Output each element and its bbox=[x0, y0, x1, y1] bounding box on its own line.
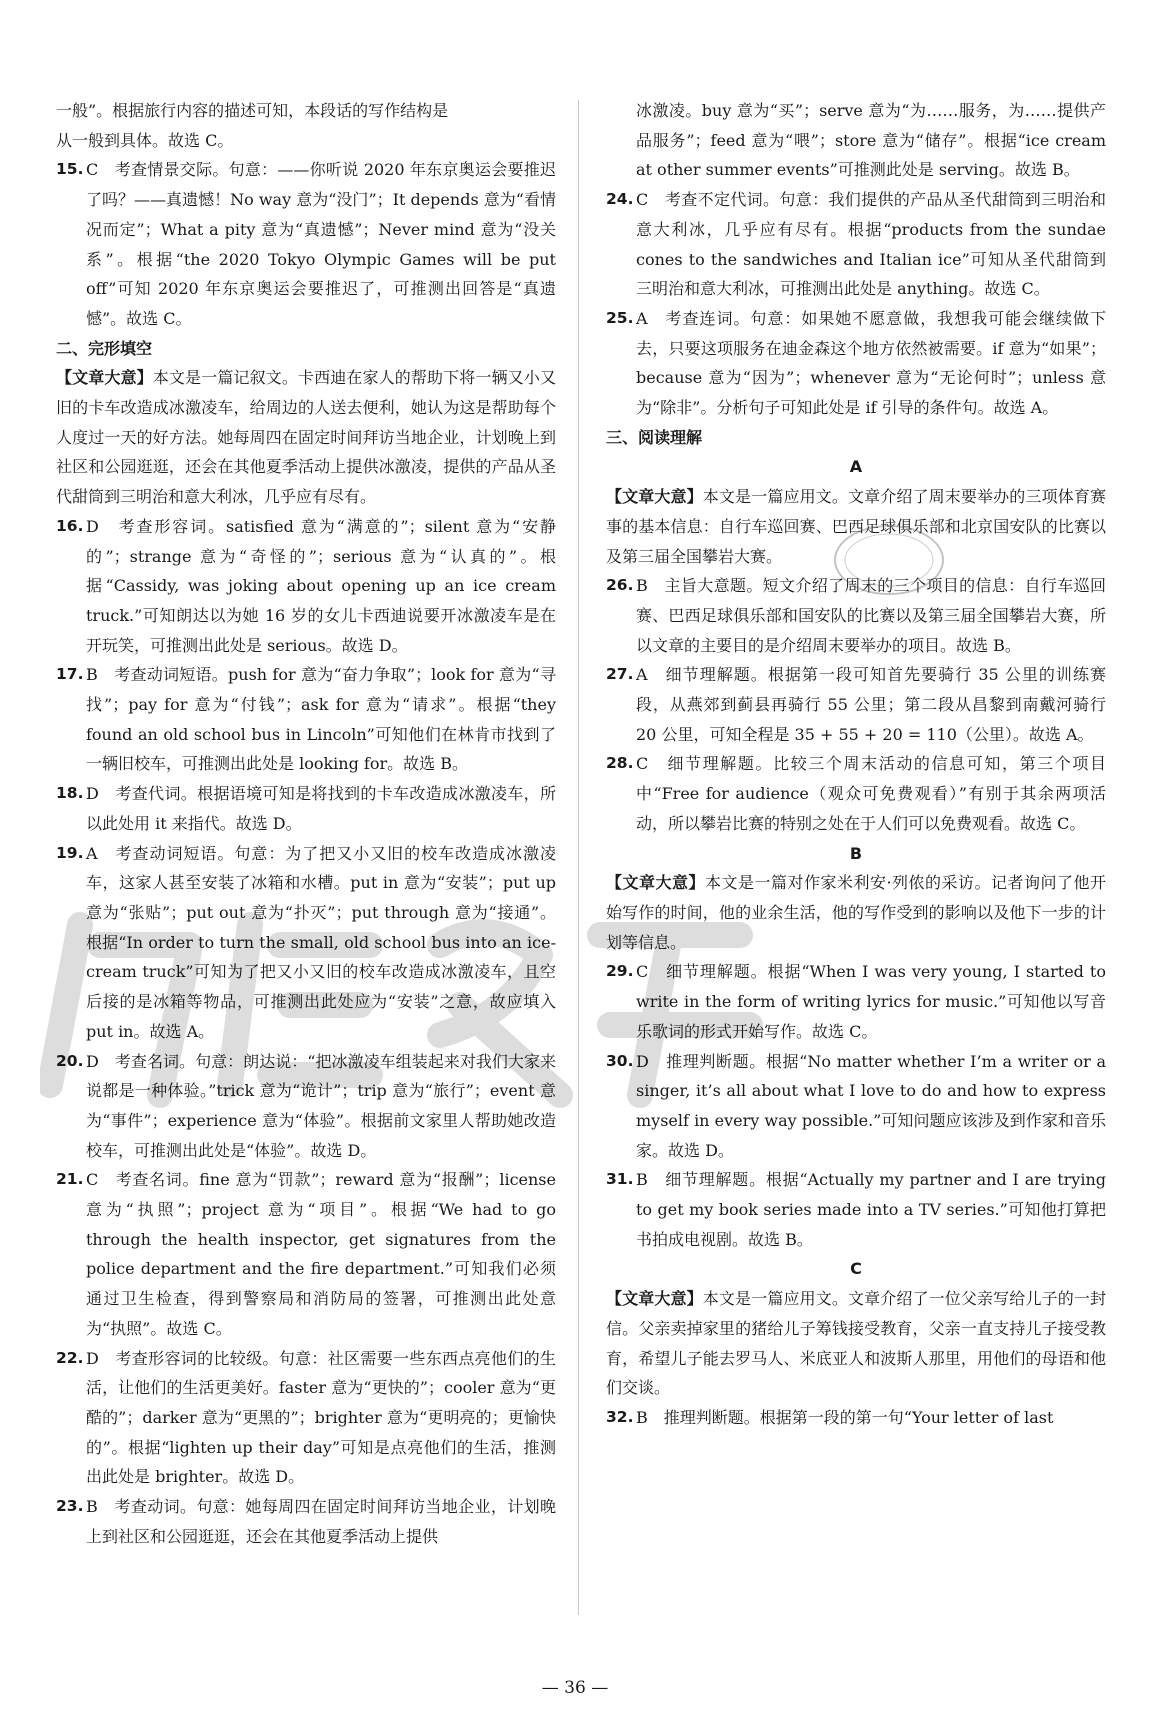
answer-item-25 bbox=[606, 304, 1106, 423]
text-line: 从一般到具体。故选 C。 bbox=[56, 130, 234, 150]
answer-text: B 细节理解题。根据“Actually my partner and I are trying to get my book series made into a TV series.”可知他打算把书拍成电视剧。故选 B。 bbox=[636, 1170, 1106, 1249]
answer-text: D 考查名词。句意：朗达说：“把冰激凌车组装起来对我们大家来说都是一种体验。”trick 意为“诡计”；trip 意为“旅行”；event 意为“事件”；experience 意为“体验”。根据前文家里人帮助她改造校车，可推测出此处是“体验”。故选 D。 bbox=[86, 1051, 556, 1160]
answer-text: C 考查不定代词。句意：我们提供的产品从圣代甜筒到三明治和意大利冰，几乎应有尽有。根据“products from the sundae cones to the sandwiches and Italian ice”可知从圣代甜筒到三明治和意大利冰，可推测出此处是 anything。故选 C。 bbox=[636, 190, 1106, 299]
summary-label: 【文章大意】 bbox=[606, 1289, 703, 1309]
article-summary bbox=[56, 363, 556, 512]
question-number: 27. bbox=[606, 665, 634, 684]
question-number: 24. bbox=[606, 190, 634, 209]
answer-item-24 bbox=[606, 185, 1106, 304]
answer-item-21 bbox=[56, 1165, 556, 1343]
answer-continuation: 冰激凌。buy 意为“买”；serve 意为“为……服务，为……提供产品服务”；feed 意为“喂”；store 意为“储存”。根据“ice cream at other summer events”可推测此处是 serving。故选 B。 bbox=[636, 101, 1106, 180]
text-line: 一般”。根据旅行内容的描述可知，本段话的写作结构是 bbox=[56, 101, 449, 120]
question-number: 23. bbox=[56, 1497, 84, 1516]
question-number: 17. bbox=[56, 665, 84, 684]
passage-letter: A bbox=[849, 457, 863, 477]
question-number: 30. bbox=[606, 1051, 634, 1070]
summary-label: 【文章大意】 bbox=[56, 368, 153, 388]
summary-text: 本文是一篇对作家米利安·列侬的采访。记者询问了他开始写作的时间，他的业余生活，他的写作受到的影响以及他下一步的计划等信息。 bbox=[606, 873, 1106, 952]
column-divider bbox=[578, 100, 579, 1615]
question-number: 15. bbox=[56, 160, 84, 179]
summary-label: 【文章大意】 bbox=[606, 487, 703, 507]
answer-text: C 细节理解题。比较三个周末活动的信息可知，第三个项目中“Free for audience（观众可免费观看）”有别于其余两项活动，所以攀岩比赛的特别之处在于人们可以免费观看。故选 C。 bbox=[636, 754, 1106, 833]
article-summary bbox=[606, 1284, 1106, 1403]
left-column bbox=[56, 96, 556, 1551]
question-number: 19. bbox=[56, 843, 84, 862]
question-number: 28. bbox=[606, 754, 634, 773]
question-number: 22. bbox=[56, 1348, 84, 1367]
answer-text: B 主旨大意题。短文介绍了周末的三个项目的信息：自行车巡回赛、巴西足球俱乐部和国安队的比赛以及第三届全国攀岩大赛，所以文章的主要目的是介绍周末要举办的项目。故选 B。 bbox=[636, 576, 1106, 655]
page-number: — 36 — bbox=[541, 1678, 609, 1698]
answer-item-29 bbox=[606, 957, 1106, 1046]
summary-text: 本文是一篇记叙文。卡西迪在家人的帮助下将一辆又小又旧的卡车改造成冰激凌车，给周边的人送去便利，她认为这是帮助每个人度过一天的好方法。她每周四在固定时间拜访当地企业，计划晚上到社区和公园逛逛，还会在其他夏季活动上提供冰激凌，提供的产品从圣代甜筒到三明治和意大利冰，几乎应有尽有。 bbox=[56, 368, 556, 507]
summary-text: 本文是一篇应用文。文章介绍了周末要举办的三项体育赛事的基本信息：自行车巡回赛、巴西足球俱乐部和北京国安队的比赛以及第三届全国攀岩大赛。 bbox=[606, 487, 1106, 566]
answer-text: A 考查动词短语。句意：为了把又小又旧的校车改造成冰激凌车，这家人甚至安装了冰箱和水槽。put in 意为“安装”；put up 意为“张贴”；put out 意为“扑灭”；put through 意为“接通”。根据“In order to turn the small, old school bus into an ice-cream truck”可知为了把又小又旧的校车改造成冰激凌车，且空后接的是冰箱等物品，可推测出此处应为“安装”之意，故应填入 put in。故选 A。 bbox=[86, 843, 556, 1041]
answer-text: B 考查动词短语。push for 意为“奋力争取”；look for 意为“寻找”；pay for 意为“付钱”；ask for 意为“请求”。根据“they found an old school bus in Lincoln”可知他们在林肯市找到了一辆旧校车，可推测出此处是 looking for。故选 B。 bbox=[86, 665, 556, 774]
answer-item-27 bbox=[606, 660, 1106, 749]
section-heading: 三、阅读理解 bbox=[606, 427, 703, 447]
question-number: 21. bbox=[56, 1170, 84, 1189]
question-number: 32. bbox=[606, 1407, 634, 1426]
answer-item-19 bbox=[56, 839, 556, 1047]
answer-item-30 bbox=[606, 1047, 1106, 1166]
answer-text: C 细节理解题。根据“When I was very young, I started to write in the form of writing lyrics for music.”可知他以写音乐歌词的形式开始写作。故选 C。 bbox=[636, 962, 1106, 1041]
question-number: 31. bbox=[606, 1170, 634, 1189]
stamp-graphic bbox=[830, 520, 948, 600]
answer-item-20 bbox=[56, 1047, 556, 1166]
answer-item-18 bbox=[56, 779, 556, 838]
passage-letter: B bbox=[849, 843, 863, 863]
question-number: 26. bbox=[606, 576, 634, 595]
answer-text: D 推理判断题。根据“No matter whether I’m a writer or a singer, it’s all about what I love to do and how to express myself in every way possible.”可知问题应该涉及到作家和音乐家。故选 D。 bbox=[636, 1051, 1106, 1160]
article-summary bbox=[606, 868, 1106, 957]
answer-text: C 考查情景交际。句意：——你听说 2020 年东京奥运会要推迟了吗？——真遗憾！No way 意为“没门”；It depends 意为“看情况而定”；What a pity 意为“真遗憾”；Never mind 意为“没关系”。根据“the 2020 Tokyo Olympic Games will be put off”可知 2020 年东京奥运会要推迟了，可推测出回答是“真遗憾”。故选 C。 bbox=[86, 160, 556, 328]
right-column bbox=[606, 96, 1106, 1433]
summary-text: 本文是一篇应用文。文章介绍了一位父亲写给儿子的一封信。父亲卖掉家里的猪给儿子筹钱接受教育，父亲一直支持儿子接受教育，希望儿子能去罗马人、米底亚人和波斯人那里，用他们的母语和他们交谈。 bbox=[606, 1289, 1106, 1398]
answer-item-22 bbox=[56, 1344, 556, 1493]
answer-text: C 考查名词。fine 意为“罚款”；reward 意为“报酬”；license 意为“执照”；project 意为“项目”。根据“We had to go through the health inspector, get signatures from the police department and the fire department.”可知我们必须通过卫生检查，得到警察局和消防局的签署，可推测出此处意为“执照”。故选 C。 bbox=[86, 1170, 556, 1338]
answer-item-28 bbox=[606, 749, 1106, 838]
answer-text: B 推理判断题。根据第一段的第一句“Your letter of last bbox=[636, 1407, 1054, 1427]
answer-item-17 bbox=[56, 660, 556, 779]
answer-text: B 考查动词。句意：她每周四在固定时间拜访当地企业，计划晚上到社区和公园逛逛，还会在其他夏季活动上提供 bbox=[86, 1497, 556, 1546]
summary-label: 【文章大意】 bbox=[606, 873, 705, 893]
answer-text: D 考查代词。根据语境可知是将找到的卡车改造成冰激凌车，所以此处用 it 来指代。故选 D。 bbox=[86, 784, 556, 833]
question-number: 20. bbox=[56, 1051, 84, 1070]
answer-item-23 bbox=[56, 1492, 556, 1551]
question-number: 18. bbox=[56, 784, 84, 803]
question-number: 29. bbox=[606, 962, 634, 981]
answer-item-16 bbox=[56, 512, 556, 661]
answer-text: D 考查形容词的比较级。句意：社区需要一些东西点亮他们的生活，让他们的生活更美好。faster 意为“更快的”；cooler 意为“更酷的”；darker 意为“更黑的”；brighter 意为“更明亮的；更愉快的”。根据“lighten up their day”可知是点亮他们的生活，推测出此处是 brighter。故选 D。 bbox=[86, 1348, 556, 1487]
answer-text: D 考查形容词。satisfied 意为“满意的”；silent 意为“安静的”；strange 意为“奇怪的”；serious 意为“认真的”。根据“Cassidy, was joking about opening up an ice cream truck.”可知朗达以为她 16 岁的女儿卡西迪说要开冰激凌车是在开玩笑，可推测出此处是 serious。故选 D。 bbox=[86, 516, 556, 655]
answer-text: A 考查连词。句意：如果她不愿意做，我想我可能会继续做下去，只要这项服务在迪金森这个地方依然被需要。if 意为“如果”；because 意为“因为”；whenever 意为“无论何时”；unless 意为“除非”。分析句子可知此处是 if 引导的条件句。故选 A。 bbox=[636, 308, 1106, 418]
answer-item-32 bbox=[606, 1403, 1106, 1433]
question-number: 16. bbox=[56, 516, 84, 535]
answer-item-31 bbox=[606, 1165, 1106, 1254]
passage-letter: C bbox=[850, 1259, 862, 1279]
question-number: 25. bbox=[606, 308, 634, 327]
answer-text: A 细节理解题。根据第一段可知首先要骑行 35 公里的训练赛段，从燕郊到蓟县再骑行 55 公里；第二段从昌黎到南戴河骑行 20 公里，可知全程是 35 + 55 + 20 = 110（公里）。故选 A。 bbox=[636, 665, 1106, 744]
answer-item-15 bbox=[56, 155, 556, 333]
section-heading: 二、完形填空 bbox=[56, 338, 153, 358]
